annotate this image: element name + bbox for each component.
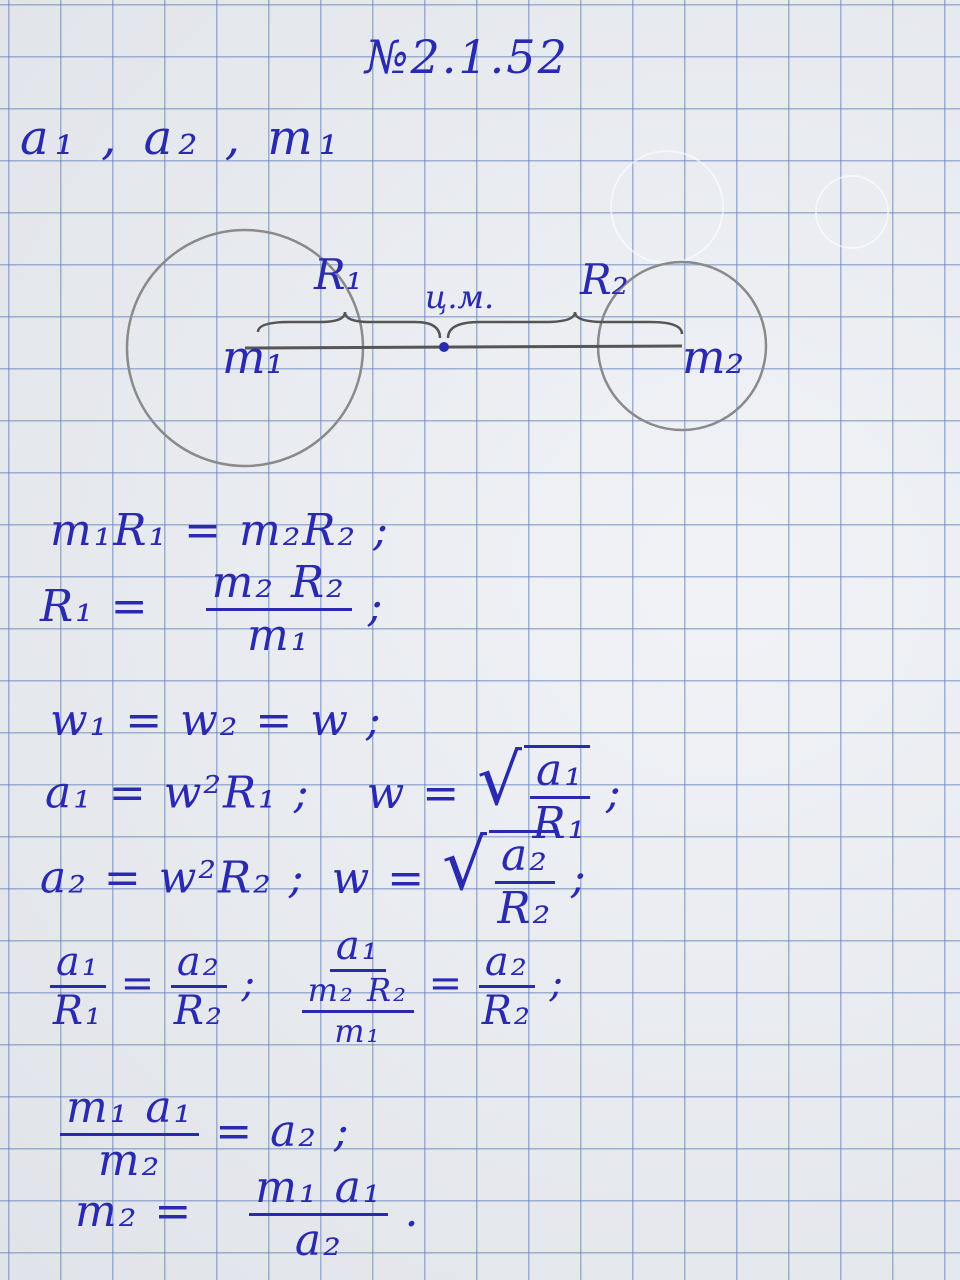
eq6-fraction-3 — [302, 925, 414, 1048]
eq6-f2-numerator: a₂ — [171, 941, 227, 988]
eq6-f3-numerator: a₁ — [330, 925, 386, 972]
eq6-end: ; — [549, 960, 565, 1007]
label-m1: m₁ — [222, 330, 285, 384]
eq6-equals-2: = — [428, 960, 465, 1007]
eq2-denominator: m₁ — [247, 610, 311, 662]
eq6-f4-denominator: R₂ — [481, 988, 532, 1035]
label-m2: m₂ — [682, 330, 745, 384]
eq8-fraction — [249, 1162, 388, 1267]
eq6-separator: ; — [241, 960, 257, 1007]
eq6-fraction-2 — [171, 939, 227, 1035]
eq4-lhs: a₁ = w²R₁ ; — [45, 767, 311, 819]
eq5-lhs: a₂ = w²R₂ ; — [40, 852, 306, 904]
eq5-fraction — [495, 830, 555, 935]
eq5-denominator: R₂ — [497, 883, 553, 935]
eq2-fraction — [206, 557, 352, 662]
eq6-f2-denominator: R₂ — [173, 988, 224, 1035]
eq6-f1-numerator: a₁ — [50, 941, 106, 988]
eq5-numerator: a₂ — [495, 833, 555, 884]
label-center-of-mass: ц.м. — [425, 278, 495, 316]
eq6-equals: = — [120, 960, 157, 1007]
eq2-lhs: R₁ = — [40, 581, 150, 633]
eq5-w: w = — [331, 852, 427, 904]
problem-number: №2.1.52 — [365, 30, 569, 84]
eq6-f4-numerator: a₂ — [479, 941, 535, 988]
eq5-sqrt: √ $\frac{\text{a₂}}{\text{R₂}}$ — [442, 830, 555, 932]
equation-m2-result — [75, 1162, 421, 1267]
equation-moment-balance: m₁R₁ = m₂R₂ ; — [50, 505, 390, 556]
eq6-nested-denominator: m₁ — [334, 1011, 382, 1050]
eq6-nested-fraction — [302, 971, 414, 1050]
label-r2: R₂ — [580, 255, 629, 304]
equation-angular-velocity: w₁ = w₂ = w ; — [50, 695, 383, 746]
eq4-denominator: R₁ — [532, 798, 588, 850]
eq8-end: . — [404, 1186, 421, 1238]
equation-ratio — [50, 925, 565, 1048]
given-quantities: a₁ , a₂ , m₁ — [20, 110, 345, 166]
eq2-numerator: m₂ R₂ — [206, 560, 352, 611]
eq2-end: ; — [367, 581, 385, 633]
eq4-end: ; — [605, 767, 623, 819]
eq8-denominator: a₂ — [294, 1215, 343, 1267]
brace-r1 — [258, 312, 440, 338]
equation-r1 — [40, 557, 385, 662]
eq7-denominator: m₂ — [97, 1135, 162, 1187]
eq8-numerator: m₁ a₁ — [249, 1165, 388, 1216]
eq4-sqrt: √ $\frac{\text{a₁}}{\text{R₁}}$ — [477, 745, 590, 847]
eq6-fraction-1 — [50, 939, 106, 1035]
label-r1: R₁ — [314, 250, 363, 299]
center-of-mass-dot — [439, 342, 449, 352]
eq6-fraction-4 — [479, 939, 535, 1035]
eq6-f3-denominator — [302, 972, 414, 1048]
eq7-numerator: m₁ a₁ — [60, 1085, 199, 1136]
eq7-rhs: = a₂ ; — [215, 1106, 351, 1158]
eq6-f1-denominator: R₁ — [52, 988, 104, 1035]
eq4-w: w = — [366, 767, 462, 819]
eq4-numerator: a₁ — [530, 748, 590, 799]
eq8-lhs: m₂ = — [75, 1186, 194, 1238]
eq6-nested-numerator: m₂ R₂ — [302, 974, 414, 1013]
connecting-line — [245, 346, 682, 348]
eq5-end: ; — [570, 852, 588, 904]
